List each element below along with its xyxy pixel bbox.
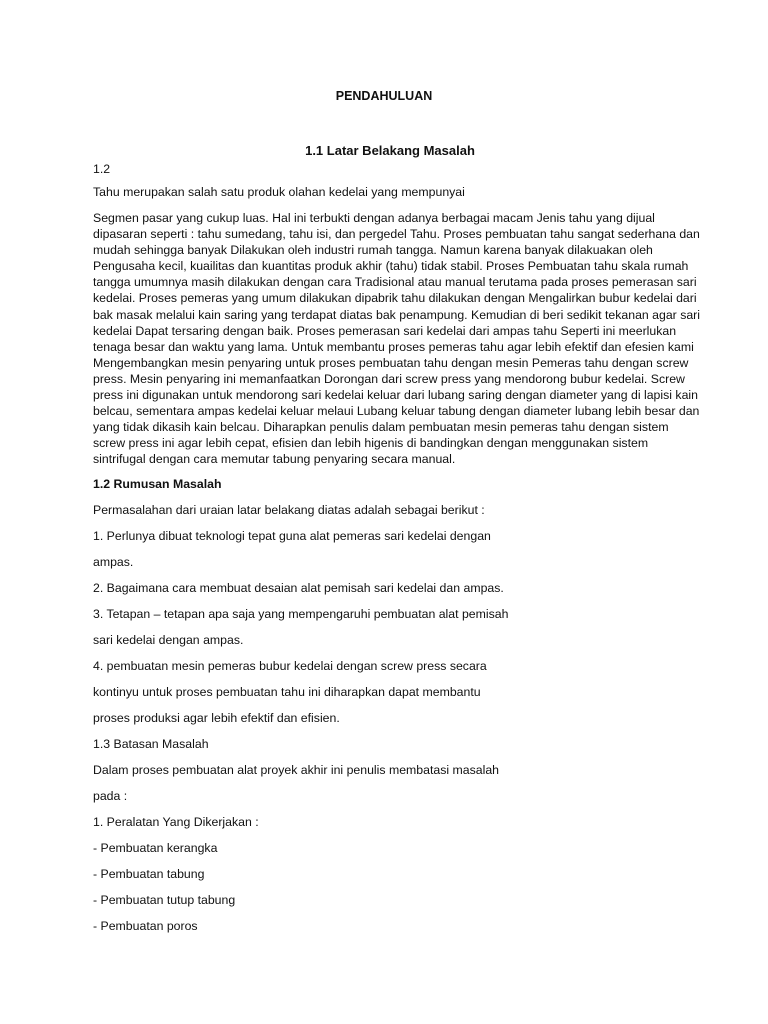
paragraph-line: screw press ini agar lebih cepat, efisien dan lebih higenis di bandingkan dengan menggunakan sistem xyxy=(93,436,649,451)
paragraph-line: Pengusaha kecil, kuailitas dan kuantitas produk akhir (tahu) tidak stabil. Proses Pembuatan tahu skala rumah xyxy=(93,259,689,274)
paragraph-line: yang tidak dikasih kain belcau. Diharapkan penulis dalam pembuatan mesin pemeras tahu dengan sistem xyxy=(93,420,669,435)
intro-line: Tahu merupakan salah satu produk olahan kedelai yang mempunyai xyxy=(93,185,465,199)
paragraph-line: bak masak melalui kain saring yang terdapat diatas bak penampung. Kemudian di beri sedikit tekanan agar sari xyxy=(93,307,701,322)
list-item: - Pembuatan tabung xyxy=(93,867,205,881)
list-line: Permasalahan dari uraian latar belakang diatas adalah sebagai berikut : xyxy=(93,503,485,517)
background-paragraph xyxy=(93,210,701,468)
paragraph-line: tangga umumnya masih dilakukan dengan cara Tradisional atau manual terutama pada proses pemerasan sari xyxy=(93,275,697,290)
paragraph-line: sintrifugal dengan cara memutar tabung penyaring secara manual. xyxy=(93,452,456,467)
list-line: 1. Perlunya dibuat teknologi tepat guna alat pemeras sari kedelai dengan xyxy=(93,529,491,543)
list-line: proses produksi agar lebih efektif dan efisien. xyxy=(93,711,340,725)
list-line: 1. Peralatan Yang Dikerjakan : xyxy=(93,815,259,829)
list-line: sari kedelai dengan ampas. xyxy=(93,633,244,647)
section-number-label: 1.2 xyxy=(93,162,111,176)
list-line: ampas. xyxy=(93,555,134,569)
list-item: - Pembuatan tutup tabung xyxy=(93,893,236,907)
paragraph-line: press. Mesin penyaring ini memanfaatkan Dorongan dari screw press yang mendorong bubur kedelai. Screw xyxy=(93,371,685,386)
list-item: - Pembuatan kerangka xyxy=(93,841,218,855)
list-line: pada : xyxy=(93,789,128,803)
section-heading-latar-belakang: 1.1 Latar Belakang Masalah xyxy=(305,143,475,158)
paragraph-line: belcau, sementara ampas kedelai keluar melaui Lubang keluar tabung dengan diameter lubang lebih besar dan xyxy=(93,404,700,419)
paragraph-line: Mengembangkan mesin penyaring untuk proses pembuatan tahu dengan mesin Pemeras tahu dengan screw xyxy=(93,355,689,370)
list-line: kontinyu untuk proses pembuatan tahu ini diharapkan dapat membantu xyxy=(93,685,481,699)
list-item: - Pembuatan poros xyxy=(93,919,198,933)
paragraph-line: Segmen pasar yang cukup luas. Hal ini terbukti dengan adanya berbagai macam Jenis tahu yang dijual xyxy=(93,211,655,225)
paragraph-line: tenaga besar dan waktu yang lama. Untuk membantu proses pemeras tahu agar lebih efektif dan efesien kami xyxy=(93,339,694,354)
list-line: 2. Bagaimana cara membuat desaian alat pemisah sari kedelai dan ampas. xyxy=(93,581,504,595)
heading-batasan-masalah: 1.3 Batasan Masalah xyxy=(93,737,209,751)
paragraph-line: kedelai. Proses pemeras yang umum dilakukan dipabrik tahu dilakukan dengan Mengalirkan bubur kedelai dari xyxy=(93,291,697,306)
paragraph-line: kedelai Dapat tersaring dengan baik. Proses pemerasan sari kedelai dari ampas tahu Seperti ini meerlukan xyxy=(93,323,677,338)
page-title: PENDAHULUAN xyxy=(335,89,433,103)
paragraph-line: mudah sehingga banyak Dilakukan oleh industri rumah tangga. Namun karena banyak dilakuakan oleh xyxy=(93,243,653,258)
list-line: 4. pembuatan mesin pemeras bubur kedelai dengan screw press secara xyxy=(93,659,487,673)
list-line: Dalam proses pembuatan alat proyek akhir ini penulis membatasi masalah xyxy=(93,763,500,777)
heading-rumusan-masalah: 1.2 Rumusan Masalah xyxy=(93,477,222,491)
paragraph-line: dipasaran seperti : tahu sumedang, tahu isi, dan pergedel Tahu. Proses pembuatan tahu sangat sederhana dan xyxy=(93,227,700,242)
list-line: 3. Tetapan – tetapan apa saja yang mempengaruhi pembuatan alat pemisah xyxy=(93,607,509,621)
paragraph-line: press ini digunakan untuk mendorong sari kedelai keluar dari lubang saring dengan diameter yang di lapisi kain xyxy=(93,388,698,403)
